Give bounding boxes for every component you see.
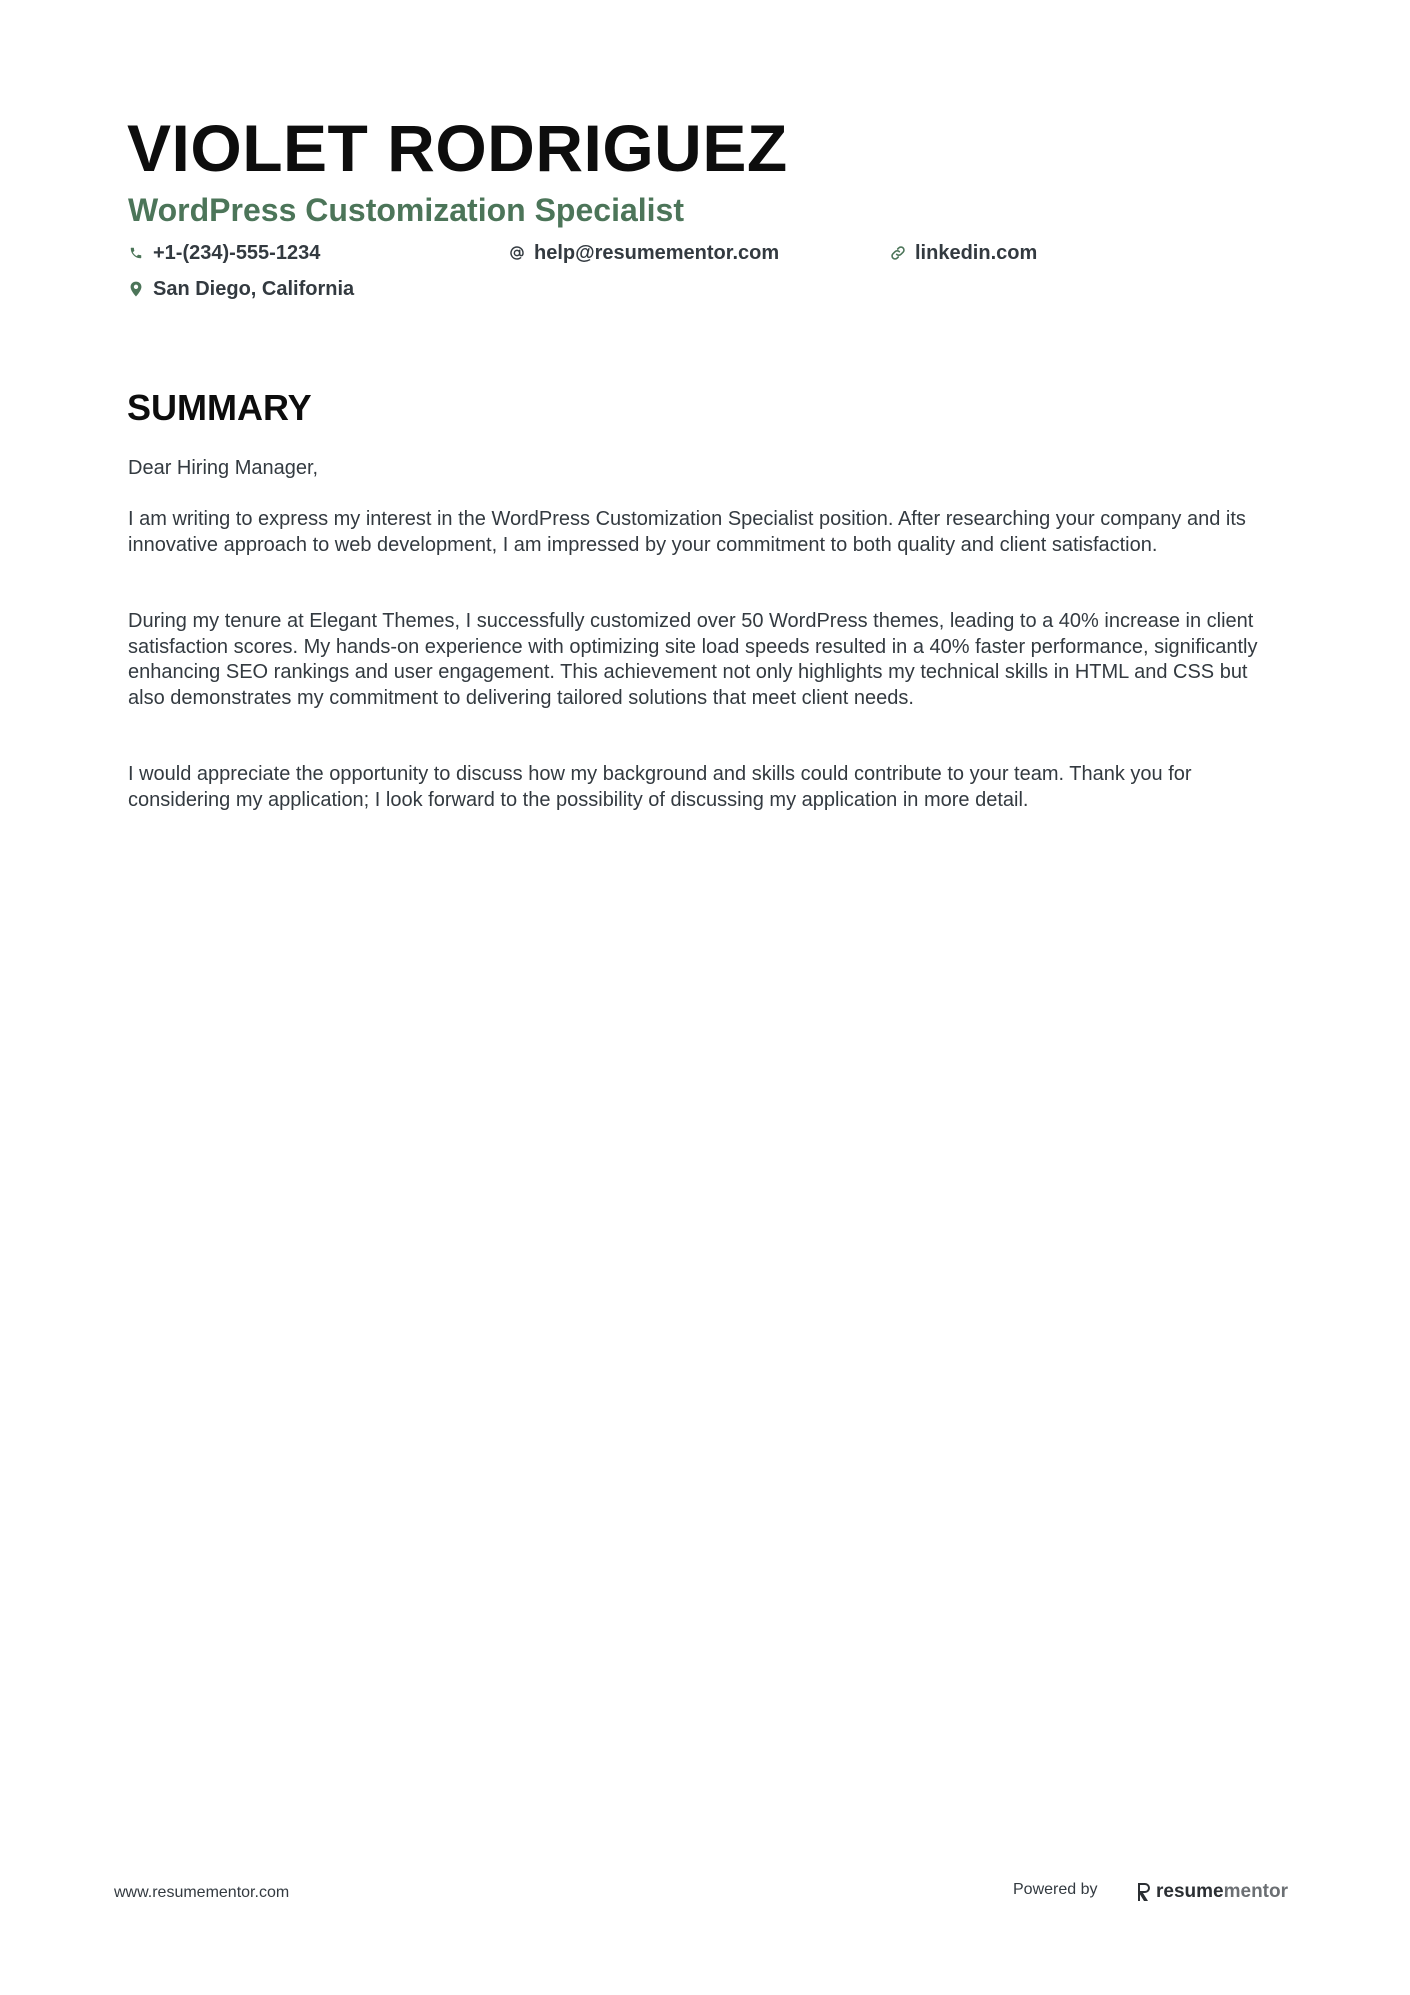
- contact-location: [128, 275, 354, 303]
- summary-paragraph: During my tenure at Elegant Themes, I successfully customized over 50 WordPress themes, leading to a 40% increase in client satisfaction scores. My hands-on experience with optimizing site load speeds resulted in a 40% faster performance, significantly enhancing SEO rankings and user engagement. This achievement not only highlights my technical skills in HTML and CSS but also demonstrates my commitment to delivering tailored solutions that meet client needs.: [128, 610, 1258, 709]
- location-text: San Diego, California: [153, 277, 355, 300]
- summary-paragraph: I am writing to express my interest in the WordPress Customization Specialist position. After researching your company and its innovative approach to web development, I am impressed by your commitment to both quality and client satisfaction.: [128, 508, 1246, 556]
- footer-website-link[interactable]: www.resumementor.com: [114, 1884, 290, 1901]
- job-title: WordPress Customization Specialist: [128, 192, 684, 228]
- location-pin-icon: [128, 281, 144, 297]
- candidate-name: VIOLET RODRIGUEZ: [127, 111, 788, 185]
- powered-by-label: Powered by: [1013, 1881, 1098, 1898]
- brand-text-resume: resume: [1156, 1881, 1224, 1902]
- contact-email[interactable]: [509, 239, 779, 267]
- at-icon: [509, 245, 525, 261]
- contact-phone: [128, 239, 320, 267]
- contact-linkedin[interactable]: [890, 239, 1037, 267]
- linkedin-link[interactable]: linkedin.com: [915, 241, 1038, 264]
- brand-text-mentor: mentor: [1223, 1881, 1289, 1902]
- email-link[interactable]: help@resumementor.com: [534, 241, 780, 264]
- link-icon: [890, 245, 906, 261]
- phone-icon: [128, 245, 144, 261]
- phone-text: +1-(234)-555-1234: [153, 241, 321, 264]
- resumementor-logo-icon: [1136, 1882, 1152, 1902]
- summary-heading: SUMMARY: [127, 387, 312, 428]
- salutation: Dear Hiring Manager,: [128, 457, 319, 479]
- summary-paragraph: I would appreciate the opportunity to discuss how my background and skills could contribute to your team. Thank you for considering my application; I look forward to the possibility of discussing my application in more detail.: [128, 763, 1192, 811]
- resumementor-logo[interactable]: [1136, 1880, 1288, 1904]
